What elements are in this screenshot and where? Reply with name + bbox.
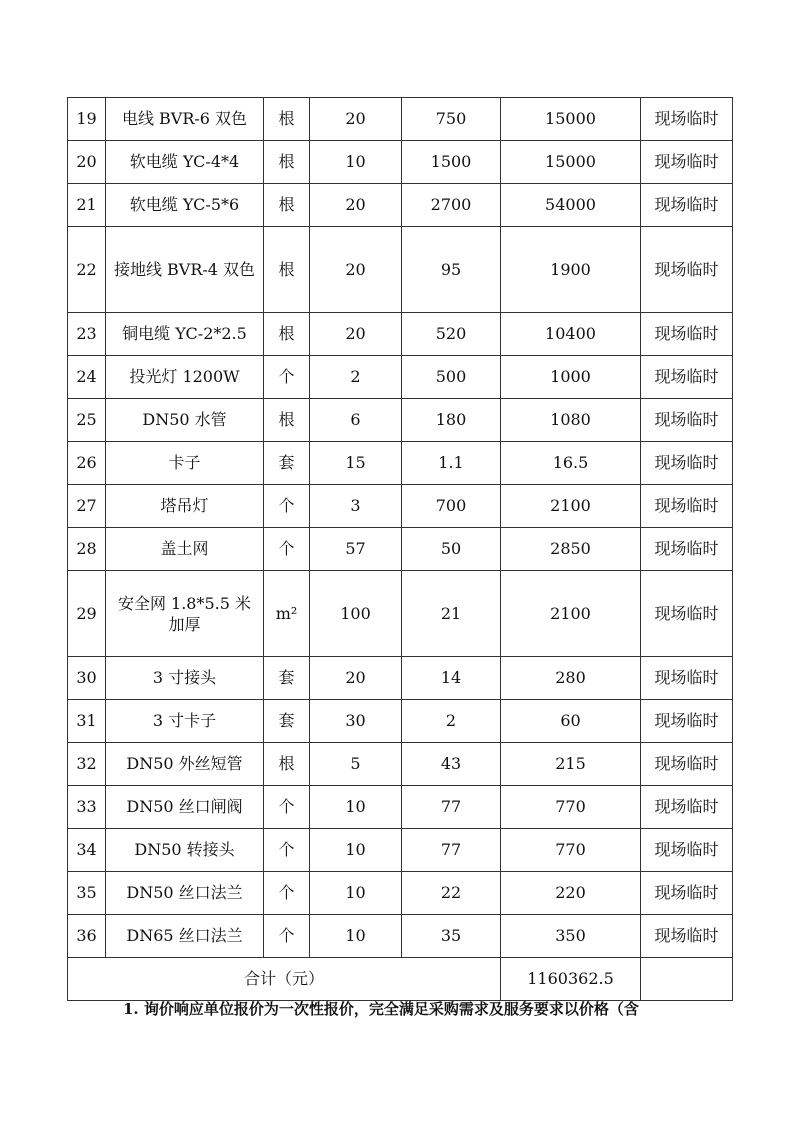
item-name-cell: 软电缆 YC-5*6 [106, 184, 264, 227]
item-name-cell: 软电缆 YC-4*4 [106, 141, 264, 184]
total-note-empty [641, 958, 733, 1001]
row-number-cell: 28 [68, 528, 106, 571]
item-name-cell: 3 寸接头 [106, 657, 264, 700]
item-name-cell: 盖土网 [106, 528, 264, 571]
quantity-cell: 6 [310, 399, 402, 442]
total-label: 合计（元） [68, 958, 501, 1001]
remark-cell: 现场临时 [641, 786, 733, 829]
row-number-cell: 31 [68, 700, 106, 743]
table-row [68, 528, 733, 571]
unit-cell: 个 [264, 485, 310, 528]
amount-cell: 350 [501, 915, 641, 958]
remark-cell: 现场临时 [641, 915, 733, 958]
quantity-cell: 15 [310, 442, 402, 485]
amount-cell: 15000 [501, 98, 641, 141]
table-row [68, 184, 733, 227]
remark-cell: 现场临时 [641, 98, 733, 141]
remark-cell: 现场临时 [641, 528, 733, 571]
unit-price-cell: 750 [402, 98, 501, 141]
total-value: 1160362.5 [501, 958, 641, 1001]
item-name-cell: DN50 丝口法兰 [106, 872, 264, 915]
table-row [68, 657, 733, 700]
table-row [68, 141, 733, 184]
row-number-cell: 23 [68, 313, 106, 356]
table-row [68, 872, 733, 915]
quantity-cell: 10 [310, 872, 402, 915]
row-number-cell: 29 [68, 571, 106, 657]
remark-cell: 现场临时 [641, 313, 733, 356]
unit-cell: 个 [264, 872, 310, 915]
row-number-cell: 34 [68, 829, 106, 872]
item-name-cell: 3 寸卡子 [106, 700, 264, 743]
unit-cell: 根 [264, 184, 310, 227]
unit-price-cell: 77 [402, 829, 501, 872]
table-row [68, 786, 733, 829]
unit-price-cell: 1.1 [402, 442, 501, 485]
unit-price-cell: 180 [402, 399, 501, 442]
quantity-cell: 100 [310, 571, 402, 657]
unit-cell: 套 [264, 657, 310, 700]
unit-cell: 个 [264, 356, 310, 399]
amount-cell: 60 [501, 700, 641, 743]
quantity-cell: 30 [310, 700, 402, 743]
quantity-cell: 57 [310, 528, 402, 571]
amount-cell: 220 [501, 872, 641, 915]
unit-cell: 套 [264, 700, 310, 743]
unit-price-cell: 35 [402, 915, 501, 958]
unit-price-cell: 43 [402, 743, 501, 786]
unit-price-cell: 50 [402, 528, 501, 571]
unit-cell: 根 [264, 399, 310, 442]
unit-price-cell: 2 [402, 700, 501, 743]
footnote-text: 1. 询价响应单位报价为一次性报价，完全满足采购需求及服务要求以价格（含 [123, 1000, 639, 1018]
row-number-cell: 30 [68, 657, 106, 700]
quantity-cell: 10 [310, 141, 402, 184]
amount-cell: 770 [501, 829, 641, 872]
table-row [68, 485, 733, 528]
item-name-cell: 电线 BVR-6 双色 [106, 98, 264, 141]
remark-cell: 现场临时 [641, 141, 733, 184]
quotation-table [67, 97, 733, 1001]
table-row [68, 700, 733, 743]
row-number-cell: 32 [68, 743, 106, 786]
quantity-cell: 5 [310, 743, 402, 786]
row-number-cell: 26 [68, 442, 106, 485]
unit-price-cell: 520 [402, 313, 501, 356]
remark-cell: 现场临时 [641, 485, 733, 528]
remark-cell: 现场临时 [641, 571, 733, 657]
table-row [68, 442, 733, 485]
amount-cell: 16.5 [501, 442, 641, 485]
quantity-cell: 2 [310, 356, 402, 399]
amount-cell: 2100 [501, 485, 641, 528]
quantity-cell: 10 [310, 915, 402, 958]
quantity-cell: 10 [310, 786, 402, 829]
item-name-cell: DN50 转接头 [106, 829, 264, 872]
amount-cell: 2100 [501, 571, 641, 657]
item-name-cell: 塔吊灯 [106, 485, 264, 528]
unit-price-cell: 700 [402, 485, 501, 528]
remark-cell: 现场临时 [641, 743, 733, 786]
quantity-cell: 20 [310, 313, 402, 356]
unit-cell: 个 [264, 786, 310, 829]
row-number-cell: 27 [68, 485, 106, 528]
item-name-cell: DN50 丝口闸阀 [106, 786, 264, 829]
quantity-cell: 3 [310, 485, 402, 528]
unit-cell: 根 [264, 98, 310, 141]
unit-price-cell: 500 [402, 356, 501, 399]
row-number-cell: 35 [68, 872, 106, 915]
quantity-cell: 20 [310, 98, 402, 141]
row-number-cell: 21 [68, 184, 106, 227]
remark-cell: 现场临时 [641, 356, 733, 399]
quantity-cell: 20 [310, 184, 402, 227]
table-row [68, 356, 733, 399]
amount-cell: 10400 [501, 313, 641, 356]
amount-cell: 2850 [501, 528, 641, 571]
amount-cell: 1080 [501, 399, 641, 442]
item-name-cell: 铜电缆 YC-2*2.5 [106, 313, 264, 356]
table-row [68, 313, 733, 356]
amount-cell: 215 [501, 743, 641, 786]
item-name-cell: DN65 丝口法兰 [106, 915, 264, 958]
unit-price-cell: 95 [402, 227, 501, 313]
remark-cell: 现场临时 [641, 872, 733, 915]
row-number-cell: 36 [68, 915, 106, 958]
row-number-cell: 20 [68, 141, 106, 184]
item-name-cell: DN50 水管 [106, 399, 264, 442]
remark-cell: 现场临时 [641, 184, 733, 227]
amount-cell: 280 [501, 657, 641, 700]
table-row [68, 571, 733, 657]
table-row [68, 227, 733, 313]
remark-cell: 现场临时 [641, 399, 733, 442]
row-number-cell: 19 [68, 98, 106, 141]
unit-price-cell: 22 [402, 872, 501, 915]
unit-price-cell: 77 [402, 786, 501, 829]
unit-price-cell: 2700 [402, 184, 501, 227]
amount-cell: 1000 [501, 356, 641, 399]
unit-cell: 根 [264, 227, 310, 313]
unit-cell: 个 [264, 829, 310, 872]
unit-cell: 根 [264, 743, 310, 786]
quantity-cell: 20 [310, 227, 402, 313]
item-name-cell: DN50 外丝短管 [106, 743, 264, 786]
amount-cell: 15000 [501, 141, 641, 184]
unit-cell: 个 [264, 915, 310, 958]
amount-cell: 54000 [501, 184, 641, 227]
unit-price-cell: 14 [402, 657, 501, 700]
unit-cell: m² [264, 571, 310, 657]
item-name-cell: 卡子 [106, 442, 264, 485]
row-number-cell: 24 [68, 356, 106, 399]
table-row [68, 743, 733, 786]
remark-cell: 现场临时 [641, 657, 733, 700]
unit-price-cell: 1500 [402, 141, 501, 184]
row-number-cell: 25 [68, 399, 106, 442]
row-number-cell: 33 [68, 786, 106, 829]
table-row [68, 915, 733, 958]
remark-cell: 现场临时 [641, 227, 733, 313]
amount-cell: 1900 [501, 227, 641, 313]
row-number-cell: 22 [68, 227, 106, 313]
unit-cell: 套 [264, 442, 310, 485]
item-name-cell: 投光灯 1200W [106, 356, 264, 399]
item-name-cell: 接地线 BVR-4 双色 [106, 227, 264, 313]
quantity-cell: 10 [310, 829, 402, 872]
remark-cell: 现场临时 [641, 442, 733, 485]
unit-cell: 根 [264, 141, 310, 184]
unit-cell: 个 [264, 528, 310, 571]
unit-price-cell: 21 [402, 571, 501, 657]
remark-cell: 现场临时 [641, 829, 733, 872]
remark-cell: 现场临时 [641, 700, 733, 743]
unit-cell: 根 [264, 313, 310, 356]
table-row [68, 98, 733, 141]
amount-cell: 770 [501, 786, 641, 829]
quantity-cell: 20 [310, 657, 402, 700]
item-name-cell: 安全网 1.8*5.5 米加厚 [106, 571, 264, 657]
total-row [68, 958, 733, 1001]
table-row [68, 399, 733, 442]
table-row [68, 829, 733, 872]
